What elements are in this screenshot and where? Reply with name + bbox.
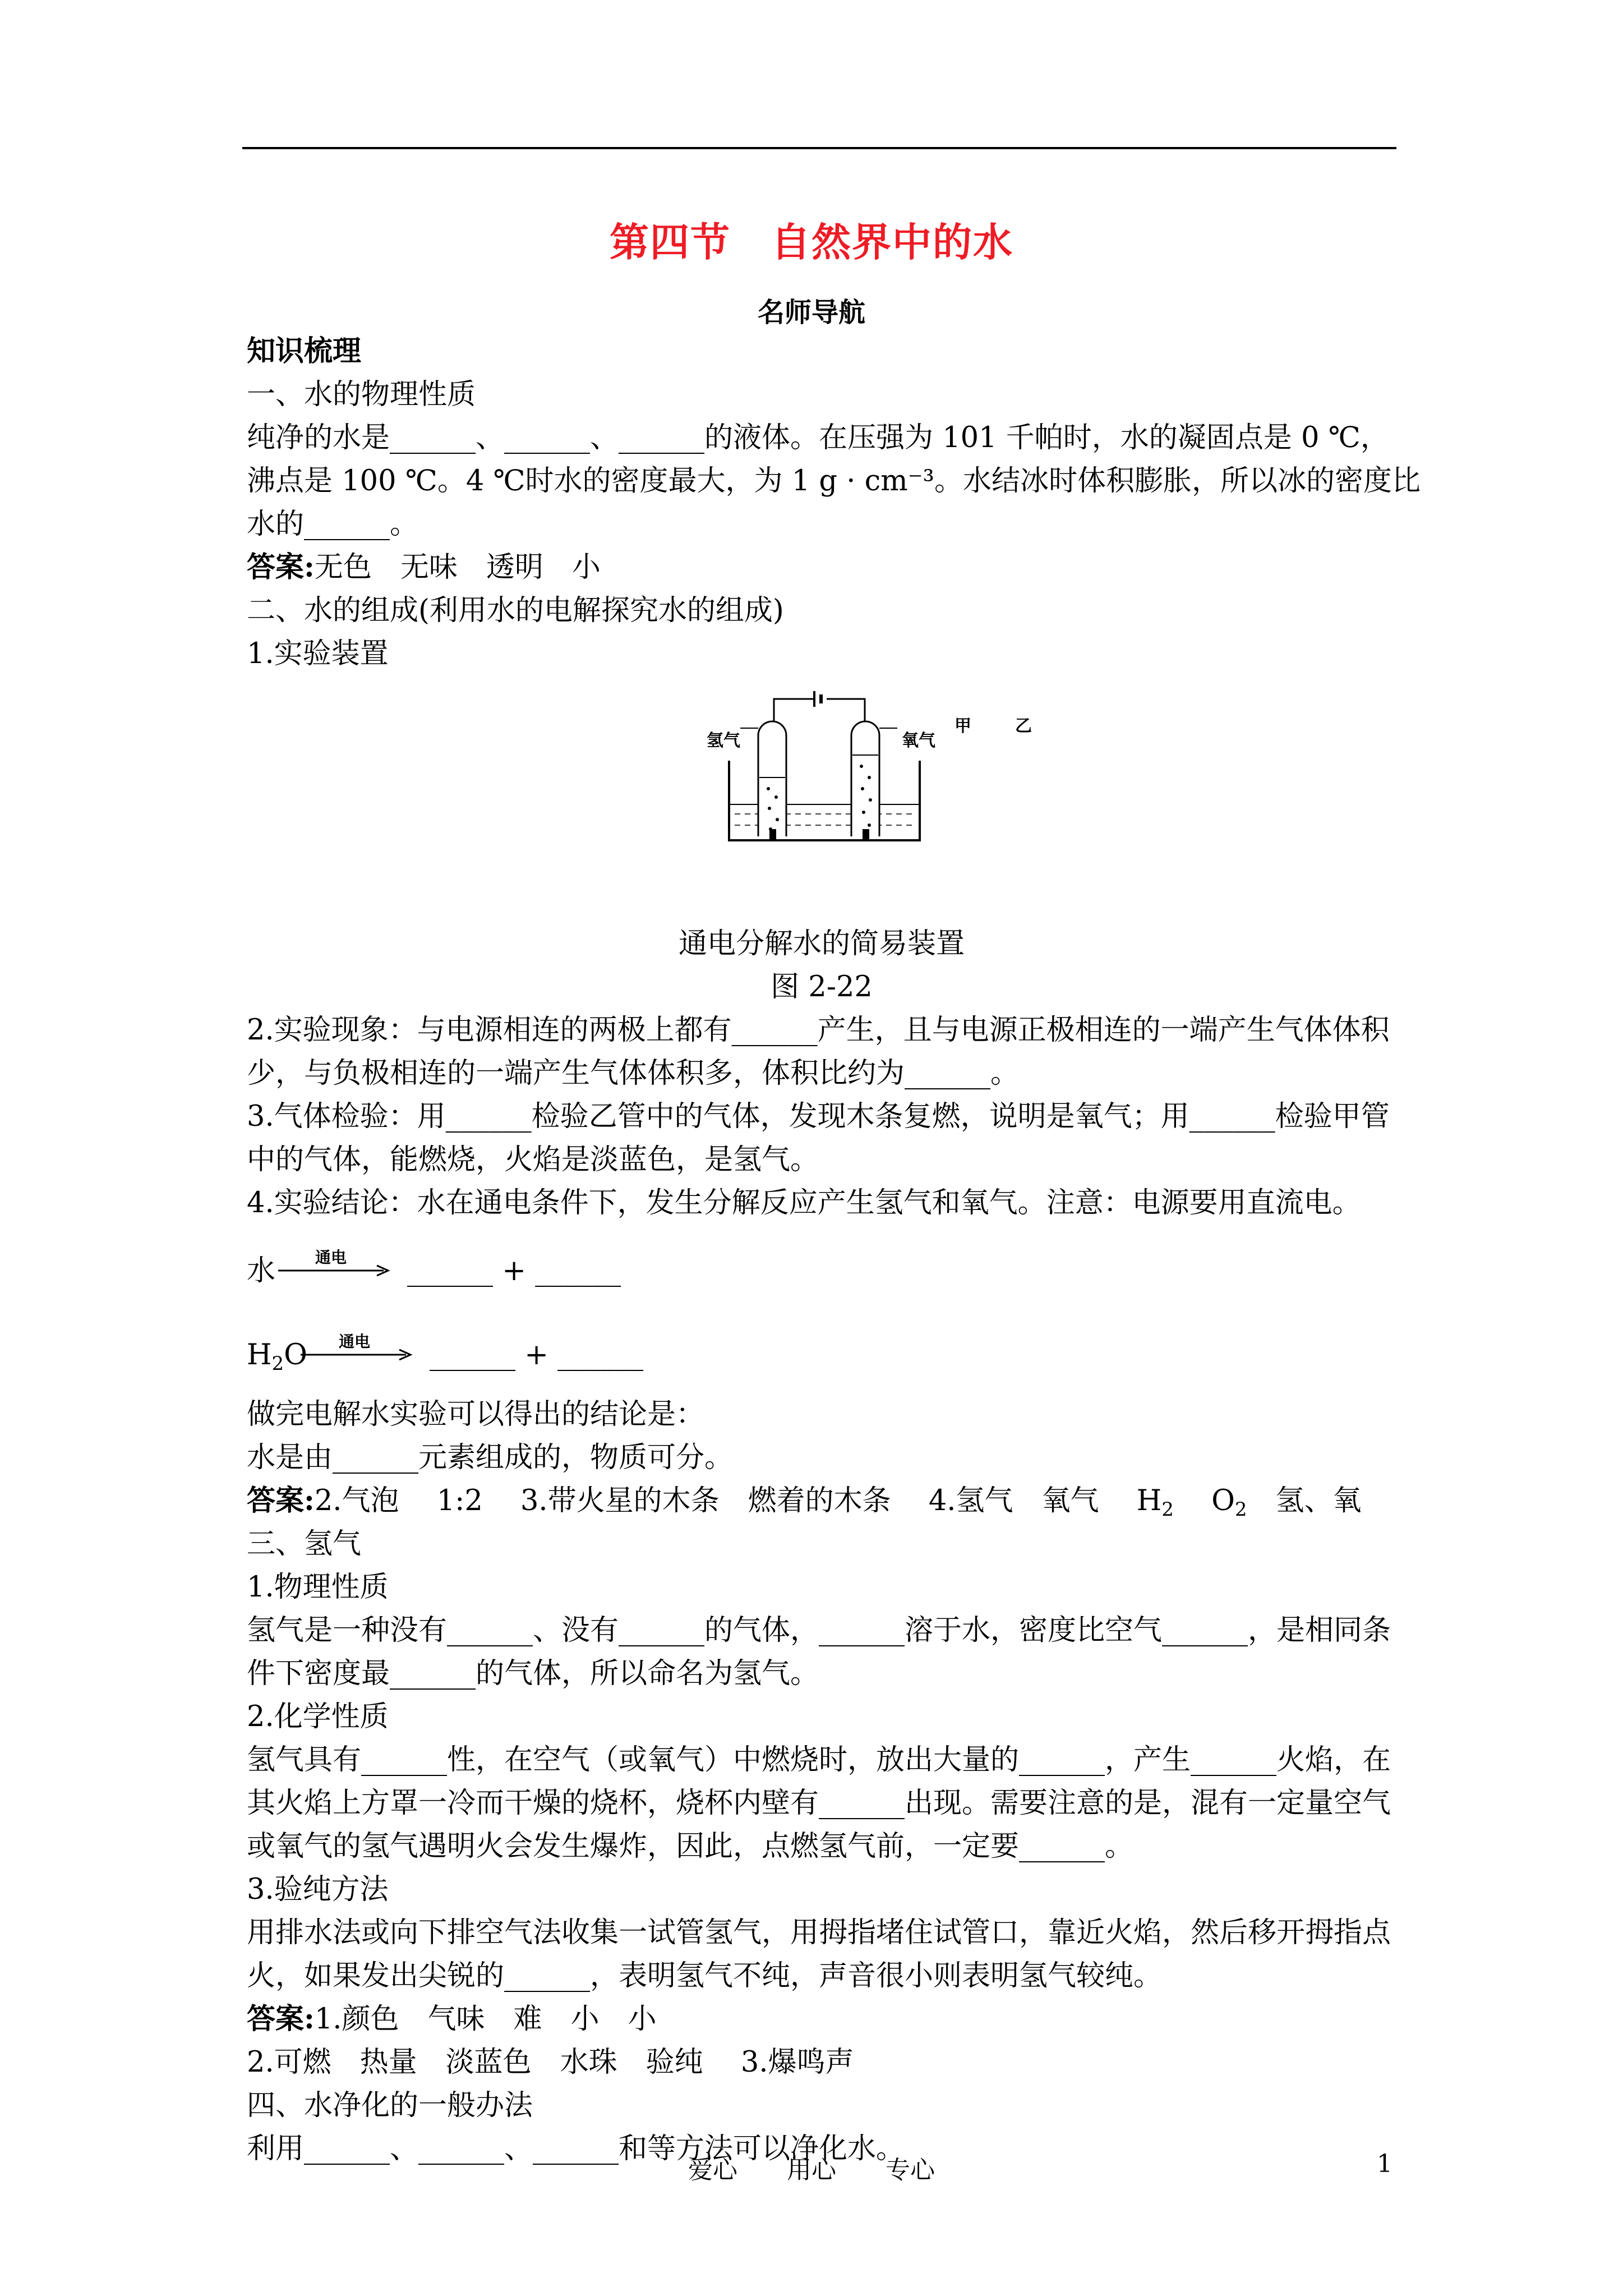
word-equation — [247, 1225, 1396, 1309]
equation-left: 水 — [247, 1254, 276, 1287]
answer-label: 答案: — [247, 2002, 315, 2036]
part2-line: 2.实验现象：与电源相连的两极上都有______产生，且与电源正极相连的一端产生气体体积 — [247, 1014, 1390, 1047]
part3-line: 用排水法或向下排空气法收集一试管氢气，用拇指堵住试管口，靠近火焰，然后移开拇指点 — [247, 1916, 1391, 1949]
equation-right: ______ + ______ — [407, 1254, 621, 1287]
part3-line: 或氧气的氢气遇明火会发生爆炸，因此，点燃氢气前，一定要______。 — [247, 1830, 1134, 1863]
page-subtitle: 名师导航 — [757, 297, 865, 328]
figure-label-oxygen: 氧气 — [902, 731, 935, 751]
equation-left: $H_2O$ — [247, 1338, 307, 1375]
equation-right: ______ + ______ — [430, 1338, 644, 1372]
figure-label-yi: 乙 — [1015, 716, 1032, 736]
part1-heading: 一、水的物理性质 — [247, 378, 476, 411]
reaction-arrow-icon — [301, 1348, 413, 1361]
part3-line: 火，如果发出尖锐的______，表明氢气不纯，声音很小则表明氢气较纯。 — [247, 1959, 1163, 1993]
part2-item-apparatus: 1.实验装置 — [247, 637, 389, 670]
part3-line: 其火焰上方罩一冷而干燥的烧杯，烧杯内壁有______出现。需要注意的是，混有一定量空气 — [247, 1787, 1391, 1820]
figure-label-hydrogen: 氢气 — [707, 731, 740, 751]
part3-subheading: 2.化学性质 — [247, 1700, 389, 1733]
answer-label: 答案: — [247, 550, 315, 584]
part2-conclusion: 水是由______元素组成的，物质可分。 — [247, 1441, 734, 1474]
header-rule — [242, 147, 1396, 149]
electrolysis-figure — [247, 675, 1396, 922]
equation-condition: 通电 — [315, 1248, 347, 1267]
document-body — [247, 330, 1421, 2170]
part2-answer: 答案:2.气泡 1:2 3.带火星的木条 燃着的木条 4.氢气 氧气 $H_2$ $O_2$ 氢、氧 — [247, 1484, 1362, 1521]
part3-heading: 三、氢气 — [247, 1527, 362, 1561]
part3-line: 氢气具有______性，在空气（或氧气）中燃烧时，放出大量的______，产生______火焰，在 — [247, 1743, 1391, 1777]
part2-conclusion: 做完电解水实验可以得出的结论是： — [247, 1398, 705, 1431]
part3-subheading: 3.验纯方法 — [247, 1873, 389, 1906]
answer-label: 答案: — [247, 1484, 315, 1517]
part2-line: 4.实验结论：水在通电条件下，发生分解反应产生氢气和氧气。注意：电源要用直流电。 — [247, 1186, 1361, 1220]
part1-answer — [247, 546, 1396, 589]
answer-text: 无色 无味 透明 小 — [314, 551, 601, 584]
formula-equation — [247, 1309, 1396, 1393]
figure-label-jia: 甲 — [955, 716, 971, 736]
part2-line: 中的气体，能燃烧，火焰是淡蓝色，是氢气。 — [247, 1143, 819, 1176]
part1-line: 纯净的水是______、______、______的液体。在压强为 101 千帕时，水的凝固点是 0 ℃， — [247, 421, 1389, 454]
part1-line: 水的______。 — [247, 508, 419, 541]
part4-line: 利用______、______、______和等方法可以净化水。 — [247, 2132, 905, 2165]
part4-heading: 四、水净化的一般办法 — [247, 2089, 533, 2122]
part2-line: 少，与负极相连的一端产生气体体积多，体积比约为______。 — [247, 1057, 1020, 1090]
section-heading: 知识梳理 — [247, 334, 362, 368]
part1-line: 沸点是 100 ℃。4 ℃时水的密度最大，为 1 g · cm⁻³。水结冰时体积膨胀，所以冰的密度比 — [247, 464, 1421, 498]
page-title: 第四节 自然界中的水 — [610, 219, 1013, 265]
part3-line: 氢气是一种没有______、没有______的气体，______溶于水，密度比空气______，是相同条 — [247, 1614, 1391, 1647]
part2-heading: 二、水的组成(利用水的电解探究水的组成) — [247, 594, 784, 627]
page-number: 1 — [1377, 2150, 1393, 2178]
page-footer: 爱心 用心 专心 — [688, 2156, 935, 2184]
part3-line: 件下密度最______的气体，所以命名为氢气。 — [247, 1657, 819, 1690]
reaction-arrow-icon — [278, 1264, 390, 1277]
part2-line: 3.气体检验：用______检验乙管中的气体，发现木条复燃，说明是氧气；用______检验甲管 — [247, 1100, 1390, 1133]
figure-number: 图 2-22 — [771, 970, 873, 1004]
equation-condition: 通电 — [339, 1332, 371, 1351]
part3-subheading: 1.物理性质 — [247, 1571, 389, 1604]
figure-caption: 通电分解水的简易装置 — [678, 927, 965, 960]
electrolysis-apparatus-diagram — [707, 682, 942, 850]
part3-answer: 答案:1.颜色 气味 难 小 小 — [247, 2002, 657, 2036]
part3-answer-continued: 2.可燃 热量 淡蓝色 水珠 验纯 3.爆鸣声 — [247, 2046, 854, 2079]
